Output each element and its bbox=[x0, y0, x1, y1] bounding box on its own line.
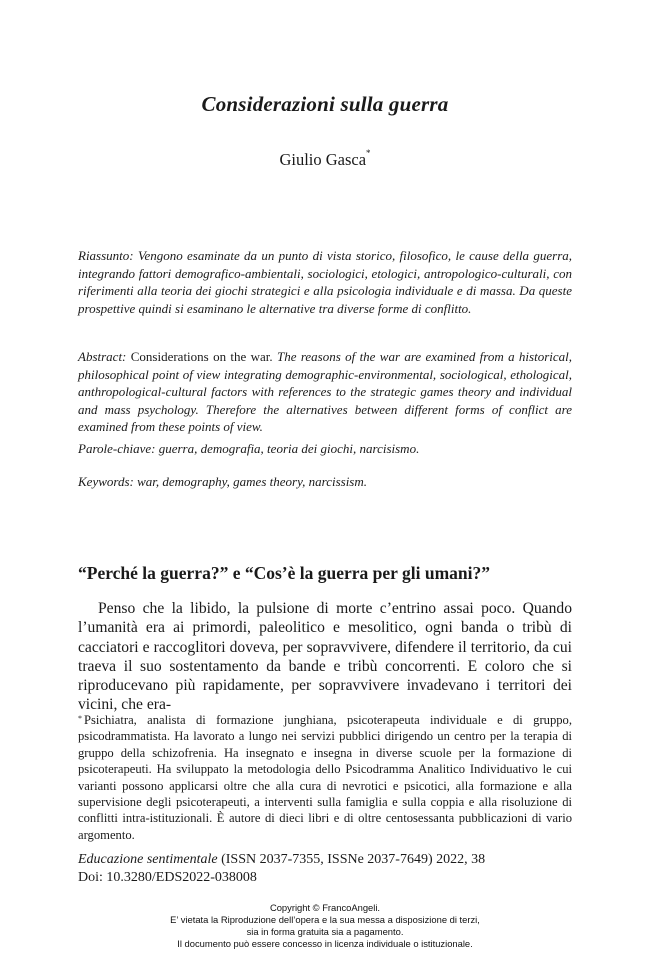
copyright-line-2: E’ vietata la Riproduzione dell’opera e la sua messa a disposizione di terzi, bbox=[170, 914, 480, 925]
journal-citation bbox=[78, 851, 572, 869]
copyright-line-3: sia in forma gratuita sia a pagamento. bbox=[246, 926, 404, 937]
copyright-notice bbox=[0, 902, 650, 950]
section-heading: “Perché la guerra?” e “Cos’è la guerra per gli umani?” bbox=[78, 563, 490, 583]
body-paragraph bbox=[78, 599, 572, 715]
body-paragraph-text: Penso che la libido, la pulsione di morte c’entrino assai poco. Quando l’umanità era ai primordi, paleolitico e mesolitico, ogni banda o tribù di cacciatori e raccoglitori doveva, per sopravvivere, difendere il territorio, da cui traeva il suo sostentamento da bande e tribù concorrenti. E coloro che si riproducevano più rapidamente, per sopravvivere invadevano i territori dei vicini, che era- bbox=[78, 600, 572, 714]
keywords: Keywords: war, demography, games theory, narcissism. bbox=[78, 474, 368, 489]
journal-issn: (ISSN 2037-7355, ISSNe 2037-7649) 2022, 38 bbox=[221, 852, 486, 867]
author-footnote-marker: * bbox=[366, 148, 371, 158]
footnote bbox=[78, 712, 572, 843]
journal-name: Educazione sentimentale bbox=[78, 852, 218, 867]
footnote-marker: * bbox=[78, 714, 82, 723]
footnote-text: Psichiatra, analista di formazione junghiana, psicoterapeuta individuale e di gruppo, psicodrammatista. Ha lavorato a lungo nei servizi pubblici dirigendo un centro per la terapia di gruppo della schizofrenia. Ha insegnato e insegna in diverse scuole per la formazione di psicoterapeuti. Ha sviluppato la metodologia dello Psicodramma Analitico Individuativo le cui varianti possono applicarsi oltre che alla cura di nevrotici e psicotici, alla formazione e alla supervisione degli psicoterapeuti, a interventi sulla famiglia e sulla coppia e alla risoluzione di conflitti intra-istituzionali. È autore di dieci libri e di oltre centosessanta pubblicazioni di vario argomento. bbox=[78, 713, 572, 842]
journal-info bbox=[78, 851, 572, 886]
author-name: Giulio Gasca bbox=[279, 150, 367, 169]
riassunto-paragraph bbox=[78, 247, 572, 317]
abstract-text: The reasons of the war are examined from a historical, philosophical point of view integrating demographic-environmental, sociological, ethological, anthropological-cultural factors with references to the strategic games theory and individual and mass psychology. Therefore the alternatives between different forms of conflict are examined from these points of view. bbox=[78, 349, 573, 435]
journal-doi: Doi: 10.3280/EDS2022-038008 bbox=[78, 869, 257, 885]
parole-chiave: Parole-chiave: guerra, demografia, teoria dei giochi, narcisismo. bbox=[78, 441, 420, 456]
riassunto-label: Riassunto: bbox=[78, 248, 134, 263]
copyright-line-4: Il documento può essere concesso in licenza individuale o istituzionale. bbox=[177, 938, 473, 949]
copyright-line-1: Copyright © FrancoAngeli. bbox=[269, 902, 381, 913]
abstract-label: Abstract: bbox=[78, 349, 127, 364]
riassunto-text: Vengono esaminate da un punto di vista storico, filosofico, le cause della guerra, integrando fattori demografico-ambientali, sociologici, etologici, antropologico-culturali, con riferimenti alla teoria dei giochi strategici e alla psicologia individuale e di massa. Da queste prospettive quindi si esaminano le alternative tra diverse forme di conflitto. bbox=[78, 248, 572, 316]
abstract-paragraph bbox=[78, 348, 572, 436]
article-author bbox=[0, 150, 650, 170]
article-title: Considerazioni sulla guerra bbox=[201, 92, 449, 116]
abstract-title: Considerations on the war. bbox=[130, 349, 273, 364]
